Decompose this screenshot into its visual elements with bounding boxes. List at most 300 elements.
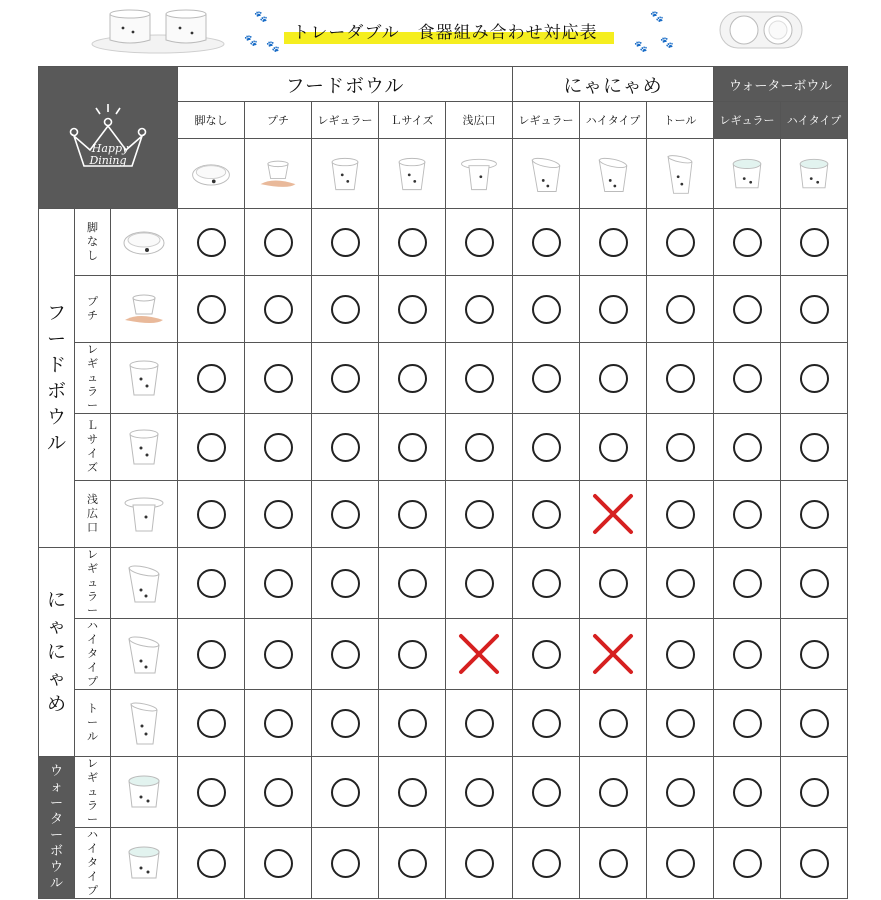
compat-cell <box>446 414 513 481</box>
compatible-circle-icon <box>465 849 494 878</box>
compat-cell <box>513 757 580 828</box>
bowl-image <box>791 150 837 198</box>
compatible-circle-icon <box>599 295 628 324</box>
compat-cell <box>781 276 848 343</box>
compat-cell <box>245 276 312 343</box>
compat-cell <box>647 209 714 276</box>
compatible-circle-icon <box>532 228 561 257</box>
compat-cell <box>513 343 580 414</box>
compatible-circle-icon <box>532 709 561 738</box>
row-image-cell <box>111 757 178 828</box>
bowl-image <box>456 150 502 198</box>
compatible-circle-icon <box>398 500 427 529</box>
compatible-circle-icon <box>465 569 494 598</box>
row-image-cell <box>111 548 178 619</box>
compat-cell <box>446 619 513 690</box>
compatible-circle-icon <box>733 295 762 324</box>
table-row <box>39 414 848 481</box>
compat-cell <box>714 209 781 276</box>
bowl-image <box>119 628 169 680</box>
compatible-circle-icon <box>398 364 427 393</box>
compat-cell <box>647 414 714 481</box>
row-image-cell <box>111 343 178 414</box>
compatible-circle-icon <box>733 500 762 529</box>
column-image-cell <box>781 139 848 209</box>
colgroup-nyanyame: にゃにゃめ <box>513 67 714 102</box>
row-label: 浅広口 <box>87 493 98 534</box>
compatible-circle-icon <box>599 849 628 878</box>
table-row <box>39 276 848 343</box>
compat-cell <box>714 343 781 414</box>
compatible-circle-icon <box>398 640 427 669</box>
compatible-circle-icon <box>599 569 628 598</box>
compatible-circle-icon <box>800 778 829 807</box>
compatible-circle-icon <box>532 295 561 324</box>
row-image-cell <box>111 209 178 276</box>
colgroup-water-bowl: ウォーターボウル <box>714 67 848 102</box>
compat-cell <box>446 690 513 757</box>
compatible-circle-icon <box>733 778 762 807</box>
compatible-circle-icon <box>264 778 293 807</box>
table-row <box>39 343 848 414</box>
compatible-circle-icon <box>599 433 628 462</box>
compatible-circle-icon <box>398 709 427 738</box>
compatible-circle-icon <box>532 778 561 807</box>
compatible-circle-icon <box>666 778 695 807</box>
bowl-image <box>724 150 770 198</box>
compatible-circle-icon <box>264 364 293 393</box>
row-label-cell <box>75 209 111 276</box>
column-header-10: ハイタイプ <box>781 102 848 139</box>
compat-cell <box>312 548 379 619</box>
column-image-cell <box>245 139 312 209</box>
table-row <box>39 690 848 757</box>
bowl-image <box>119 352 169 404</box>
compat-cell <box>379 548 446 619</box>
compat-cell <box>513 276 580 343</box>
compatible-circle-icon <box>666 849 695 878</box>
compatible-circle-icon <box>800 228 829 257</box>
compat-cell <box>379 276 446 343</box>
compat-cell <box>647 619 714 690</box>
compatible-circle-icon <box>733 228 762 257</box>
column-header-8: トール <box>647 102 714 139</box>
compatible-circle-icon <box>800 849 829 878</box>
column-header-4: Ｌサイズ <box>379 102 446 139</box>
compat-cell <box>379 690 446 757</box>
row-image-cell <box>111 690 178 757</box>
compatible-circle-icon <box>465 228 494 257</box>
compat-cell <box>312 276 379 343</box>
compatible-circle-icon <box>532 640 561 669</box>
compat-cell <box>580 619 647 690</box>
column-image-cell <box>513 139 580 209</box>
compat-cell <box>513 619 580 690</box>
compat-cell <box>245 619 312 690</box>
compat-cell <box>312 481 379 548</box>
compatible-circle-icon <box>264 295 293 324</box>
compat-cell <box>379 343 446 414</box>
compat-cell <box>513 209 580 276</box>
compat-cell <box>245 690 312 757</box>
row-label: Ｌサイズ <box>87 419 98 474</box>
compatible-circle-icon <box>733 640 762 669</box>
logo-cell <box>39 67 178 209</box>
row-label-cell <box>75 548 111 619</box>
compat-cell <box>446 481 513 548</box>
rowgroup-label: フードボウル <box>46 302 66 454</box>
column-header-5: 浅広口 <box>446 102 513 139</box>
compat-cell <box>781 619 848 690</box>
compatible-circle-icon <box>465 500 494 529</box>
row-image-cell <box>111 481 178 548</box>
compatible-circle-icon <box>666 364 695 393</box>
column-image-cell <box>580 139 647 209</box>
column-image-cell <box>379 139 446 209</box>
row-label: レギュラー <box>87 548 98 617</box>
compatible-circle-icon <box>733 709 762 738</box>
compat-cell <box>647 757 714 828</box>
compatible-circle-icon <box>800 295 829 324</box>
compat-cell <box>312 209 379 276</box>
row-label: ハイタイプ <box>87 828 98 897</box>
bowl-image <box>119 837 169 889</box>
compatible-circle-icon <box>666 709 695 738</box>
compatible-circle-icon <box>398 228 427 257</box>
compat-cell <box>647 481 714 548</box>
compat-cell <box>178 548 245 619</box>
compatible-circle-icon <box>264 228 293 257</box>
compat-cell <box>781 414 848 481</box>
compatible-circle-icon <box>264 640 293 669</box>
logo-line2: Dining <box>89 153 127 167</box>
compatible-circle-icon <box>331 849 360 878</box>
table-row <box>39 209 848 276</box>
compatible-circle-icon <box>800 500 829 529</box>
compatible-circle-icon <box>331 778 360 807</box>
compat-cell <box>714 757 781 828</box>
compatible-circle-icon <box>465 433 494 462</box>
column-header-7: ハイタイプ <box>580 102 647 139</box>
bowl-image <box>657 150 703 198</box>
column-image-cell <box>446 139 513 209</box>
compatible-circle-icon <box>398 569 427 598</box>
compatible-circle-icon <box>599 778 628 807</box>
bowl-image <box>119 697 169 749</box>
compat-cell <box>178 757 245 828</box>
bowl-image <box>255 150 301 198</box>
compatible-circle-icon <box>800 569 829 598</box>
compatible-circle-icon <box>800 640 829 669</box>
compatible-circle-icon <box>331 569 360 598</box>
compatible-circle-icon <box>398 433 427 462</box>
compatible-circle-icon <box>331 709 360 738</box>
logo-line1: Happy <box>91 141 129 155</box>
compat-cell <box>312 343 379 414</box>
compat-cell <box>513 548 580 619</box>
paw-icon: 🐾 <box>266 40 280 53</box>
compatibility-table <box>38 66 848 899</box>
column-header-9: レギュラー <box>714 102 781 139</box>
compatible-circle-icon <box>197 500 226 529</box>
bowl-image <box>389 150 435 198</box>
column-header-1: 脚なし <box>178 102 245 139</box>
compat-cell <box>647 548 714 619</box>
compat-cell <box>781 343 848 414</box>
compat-cell <box>178 828 245 899</box>
compatible-circle-icon <box>197 228 226 257</box>
bowl-image <box>119 488 169 540</box>
compatible-circle-icon <box>733 569 762 598</box>
row-label-cell <box>75 414 111 481</box>
compatible-circle-icon <box>532 500 561 529</box>
compat-cell <box>245 828 312 899</box>
compatible-circle-icon <box>264 433 293 462</box>
column-image-cell <box>178 139 245 209</box>
tray-set-image <box>88 4 228 56</box>
compat-cell <box>580 209 647 276</box>
row-image-cell <box>111 619 178 690</box>
compat-cell <box>781 690 848 757</box>
compat-cell <box>513 690 580 757</box>
compat-cell <box>245 481 312 548</box>
table-row <box>39 757 848 828</box>
compatible-circle-icon <box>331 364 360 393</box>
column-header-2: プチ <box>245 102 312 139</box>
row-label: プチ <box>87 295 98 322</box>
compatible-circle-icon <box>532 433 561 462</box>
rowgroup-food-bowl <box>39 209 75 548</box>
compat-cell <box>580 414 647 481</box>
compat-cell <box>379 414 446 481</box>
bowl-image <box>119 421 169 473</box>
row-image-cell <box>111 276 178 343</box>
crown-logo <box>60 96 156 176</box>
compat-cell <box>714 414 781 481</box>
compat-cell <box>245 343 312 414</box>
compat-cell <box>312 828 379 899</box>
compatible-circle-icon <box>465 709 494 738</box>
compat-cell <box>580 276 647 343</box>
compatible-circle-icon <box>733 364 762 393</box>
bowl-image <box>119 557 169 609</box>
compat-cell <box>714 690 781 757</box>
compatible-circle-icon <box>800 709 829 738</box>
table-row <box>39 828 848 899</box>
compat-cell <box>178 343 245 414</box>
compatible-circle-icon <box>800 433 829 462</box>
compatible-circle-icon <box>666 228 695 257</box>
compat-cell <box>513 828 580 899</box>
compat-cell <box>178 619 245 690</box>
column-header-3: レギュラー <box>312 102 379 139</box>
compatible-circle-icon <box>666 640 695 669</box>
rowgroup-water-bowl <box>39 757 75 899</box>
compat-cell <box>312 690 379 757</box>
compat-cell <box>312 619 379 690</box>
compat-cell <box>446 548 513 619</box>
compatible-circle-icon <box>532 364 561 393</box>
row-image-cell <box>111 828 178 899</box>
compatible-circle-icon <box>666 500 695 529</box>
incompatible-cross-icon <box>455 630 503 678</box>
compatible-circle-icon <box>197 778 226 807</box>
rowgroup-label: にゃにゃめ <box>46 589 66 715</box>
compat-cell <box>580 548 647 619</box>
compatible-circle-icon <box>197 295 226 324</box>
compatible-circle-icon <box>666 433 695 462</box>
compatible-circle-icon <box>331 433 360 462</box>
incompatible-cross-icon <box>589 630 637 678</box>
row-label-cell <box>75 276 111 343</box>
compat-cell <box>580 343 647 414</box>
row-label-cell <box>75 828 111 899</box>
tray-top-view-image <box>716 6 806 54</box>
bowl-image <box>523 150 569 198</box>
row-label: ハイタイプ <box>87 619 98 688</box>
bowl-image <box>188 150 234 198</box>
compat-cell <box>178 276 245 343</box>
compatible-circle-icon <box>331 640 360 669</box>
compatible-circle-icon <box>599 364 628 393</box>
compatible-circle-icon <box>465 778 494 807</box>
page-title-text: トレーダブル 食器組み合わせ対応表 <box>292 23 598 43</box>
compatible-circle-icon <box>197 569 226 598</box>
compatible-circle-icon <box>465 364 494 393</box>
compatible-circle-icon <box>264 500 293 529</box>
compat-cell <box>245 548 312 619</box>
compat-cell <box>580 690 647 757</box>
compat-cell <box>379 828 446 899</box>
compatible-circle-icon <box>599 228 628 257</box>
compatible-circle-icon <box>331 295 360 324</box>
compat-cell <box>446 209 513 276</box>
row-label-cell <box>75 690 111 757</box>
compat-cell <box>178 481 245 548</box>
compatible-circle-icon <box>264 709 293 738</box>
compat-cell <box>446 828 513 899</box>
compatible-circle-icon <box>733 433 762 462</box>
compatible-circle-icon <box>197 709 226 738</box>
paw-icon: 🐾 <box>244 34 258 47</box>
compatible-circle-icon <box>398 295 427 324</box>
compatible-circle-icon <box>197 849 226 878</box>
compat-cell <box>580 828 647 899</box>
row-label-cell <box>75 619 111 690</box>
compat-cell <box>379 757 446 828</box>
compatible-circle-icon <box>532 849 561 878</box>
compatible-circle-icon <box>197 364 226 393</box>
compat-cell <box>781 757 848 828</box>
compat-cell <box>245 209 312 276</box>
row-label: レギュラー <box>87 757 98 826</box>
compatible-circle-icon <box>666 295 695 324</box>
bowl-image <box>119 216 169 268</box>
compat-cell <box>781 548 848 619</box>
compat-cell <box>647 690 714 757</box>
compat-cell <box>781 828 848 899</box>
compatible-circle-icon <box>197 640 226 669</box>
compatible-circle-icon <box>264 569 293 598</box>
compatible-circle-icon <box>465 295 494 324</box>
compat-cell <box>178 690 245 757</box>
compat-cell <box>379 619 446 690</box>
compat-cell <box>714 619 781 690</box>
compat-cell <box>580 757 647 828</box>
compatible-circle-icon <box>398 849 427 878</box>
compatible-circle-icon <box>264 849 293 878</box>
colgroup-food-bowl: フードボウル <box>178 67 513 102</box>
compat-cell <box>446 343 513 414</box>
paw-icon: 🐾 <box>650 10 664 23</box>
compat-cell <box>245 414 312 481</box>
compat-cell <box>245 757 312 828</box>
rowgroup-nyanyame <box>39 548 75 757</box>
compatible-circle-icon <box>197 433 226 462</box>
compatible-circle-icon <box>331 228 360 257</box>
column-image-cell <box>312 139 379 209</box>
compatible-circle-icon <box>666 569 695 598</box>
compat-cell <box>647 343 714 414</box>
page-title <box>276 20 614 48</box>
compat-cell <box>714 481 781 548</box>
bowl-image <box>119 283 169 335</box>
bowl-image <box>322 150 368 198</box>
incompatible-cross-icon <box>589 490 637 538</box>
row-label-cell <box>75 343 111 414</box>
table-row <box>39 481 848 548</box>
paw-icon: 🐾 <box>634 40 648 53</box>
compat-cell <box>379 209 446 276</box>
table-row <box>39 548 848 619</box>
rowgroup-label: ウォーターボウル <box>49 763 63 891</box>
column-image-cell <box>714 139 781 209</box>
paw-icon: 🐾 <box>660 36 674 49</box>
compat-cell <box>178 209 245 276</box>
table-row <box>39 619 848 690</box>
compatible-circle-icon <box>599 709 628 738</box>
compat-cell <box>446 276 513 343</box>
bowl-image <box>119 766 169 818</box>
compat-cell <box>781 209 848 276</box>
compat-cell <box>446 757 513 828</box>
compatible-circle-icon <box>331 500 360 529</box>
compat-cell <box>580 481 647 548</box>
compatible-circle-icon <box>733 849 762 878</box>
compat-cell <box>379 481 446 548</box>
row-label: トール <box>87 702 98 743</box>
paw-icon: 🐾 <box>254 10 268 23</box>
row-label: レギュラー <box>87 343 98 412</box>
row-image-cell <box>111 414 178 481</box>
column-image-cell <box>647 139 714 209</box>
compat-cell <box>714 276 781 343</box>
compat-cell <box>513 481 580 548</box>
compat-cell <box>714 548 781 619</box>
compat-cell <box>714 828 781 899</box>
compat-cell <box>647 276 714 343</box>
compatible-circle-icon <box>398 778 427 807</box>
compat-cell <box>312 414 379 481</box>
row-label: 脚なし <box>87 221 98 262</box>
compatible-circle-icon <box>532 569 561 598</box>
bowl-image <box>590 150 636 198</box>
compat-cell <box>312 757 379 828</box>
row-label-cell <box>75 757 111 828</box>
compatible-circle-icon <box>800 364 829 393</box>
row-label-cell <box>75 481 111 548</box>
compat-cell <box>178 414 245 481</box>
